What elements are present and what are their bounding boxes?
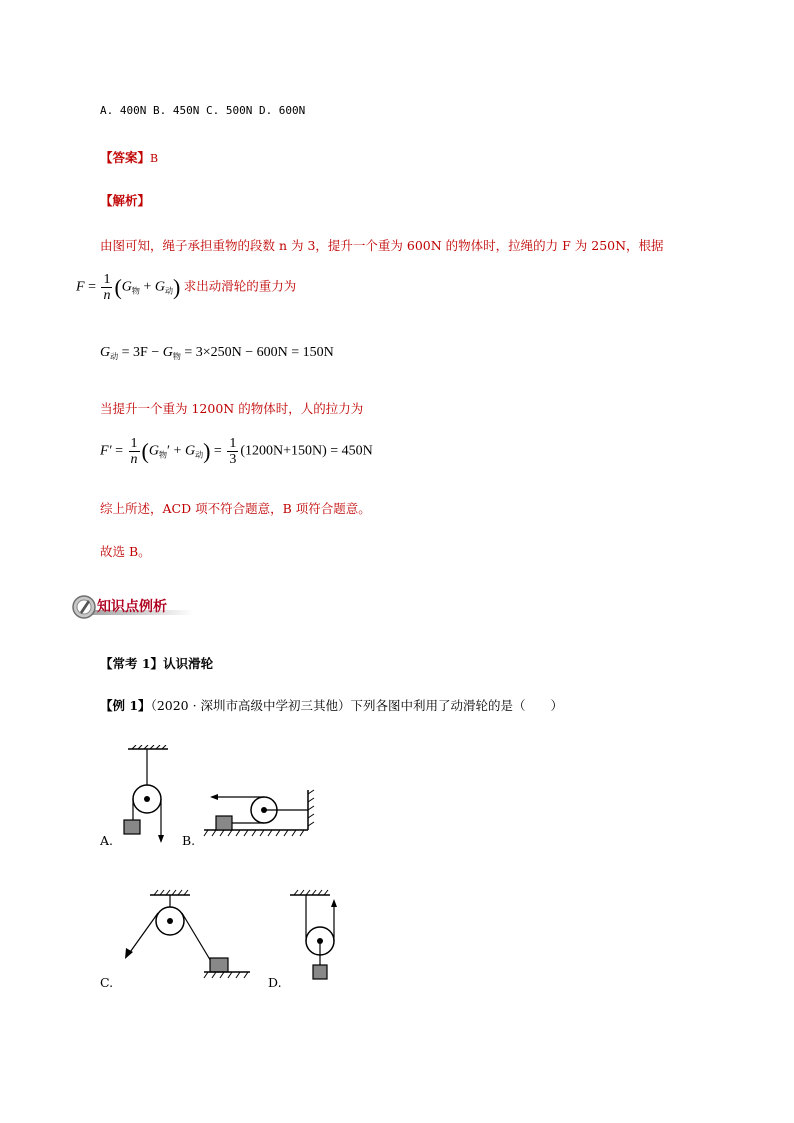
figure-c-drawing	[100, 885, 255, 995]
formula-1-tail: 求出动滑轮的重力为	[183, 278, 297, 294]
figure-label-d: D.	[268, 975, 282, 990]
analysis-intro: 由图可知，绳子承担重物的段数 n 为 3，提升一个重为 600N 的物体时，拉绳的力 F 为 250N，根据	[100, 238, 664, 253]
topic-line	[100, 654, 213, 672]
topic-title: 认识滑轮	[163, 656, 214, 671]
figure-label-c: C.	[100, 975, 114, 990]
answer-line	[100, 148, 158, 166]
answer-value: B	[150, 152, 159, 165]
figure-d	[268, 885, 343, 995]
figure-b-drawing	[182, 770, 322, 850]
figure-b	[182, 770, 322, 850]
example-line	[100, 696, 563, 714]
figure-label-a: A.	[100, 833, 114, 848]
topic-label: 【常考 1】	[100, 656, 164, 671]
analysis-conclusion: 故选 B。	[100, 544, 151, 559]
answer-label: 【答案】	[100, 150, 151, 165]
example-label: 【例 1】	[100, 698, 151, 713]
section-title: 知识点例析	[97, 599, 167, 615]
formula-1: F = $\frac{1}{n}$ $(G_物 + G_动)$ 求出动滑轮的重力为	[76, 272, 297, 303]
formula-2-tail: = 3×250N − 600N = 150N	[184, 345, 334, 360]
figure-label-b: B.	[182, 833, 196, 848]
options-line: A. 400N B. 450N C. 500N D. 600N	[100, 104, 306, 117]
figure-a	[100, 745, 170, 850]
analysis-summary: 综上所述，ACD 项不符合题意，B 项符合题意。	[100, 501, 371, 516]
analysis-label: 【解析】	[100, 193, 151, 208]
formula-2: $G_动 = 3F - G_物 = 3\times 250N - 600N = 150N$	[100, 345, 334, 361]
figure-c	[100, 885, 255, 995]
formula-3: F′ = $\frac{1}{n}$ $(G_物' + G_动)$ = $\frac{1}{3}$ (1200N+150N) = 450N	[100, 436, 373, 467]
formula-3-tail: (1200N+150N) = 450N	[240, 443, 373, 459]
analysis-line4: 当提升一个重为 1200N 的物体时，人的拉力为	[100, 401, 364, 416]
section-banner	[72, 594, 196, 622]
example-text: （2020 · 深圳市高级中学初三其他）下列各图中利用了动滑轮的是（ ）	[150, 698, 564, 713]
